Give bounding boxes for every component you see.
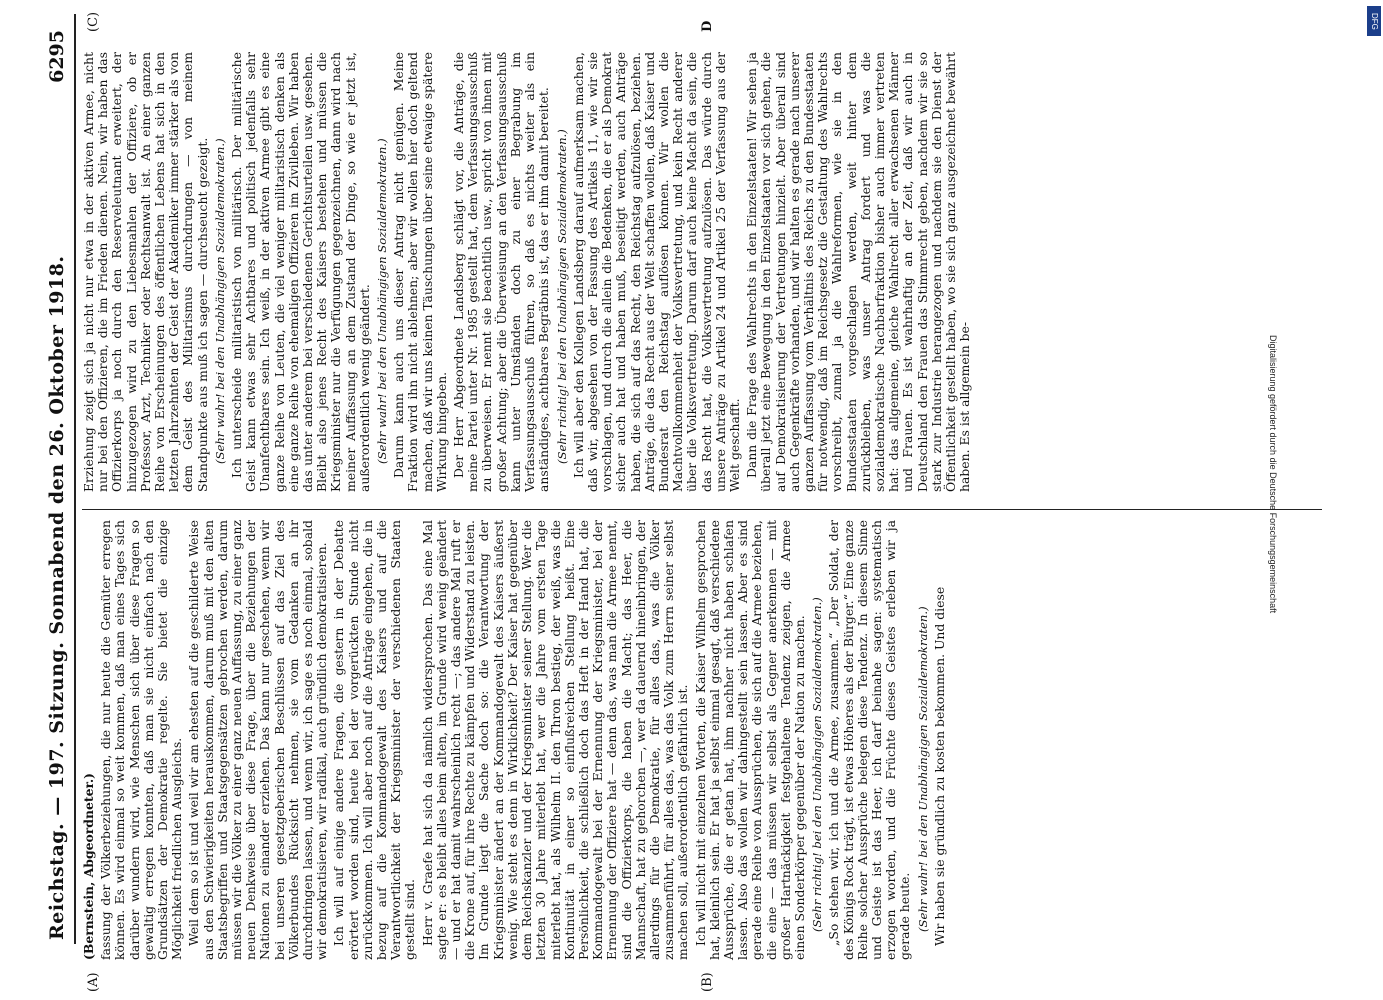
paragraph: Weil dem so ist und weil wir am ehesten auf die geschilderte Weise aus den Schwierigkeiten herauskommen, darum muß mit den alten Staatsbegriffen und Staatsgegensätzen gebrochen werden, darum müssen wir die Völker zu einer ganz neuen Auffassung, zu einer ganz neuen Denkweise über diese Frage, über die Beziehungen der Nationen zu einander erziehen. Das kann nur geschehen, wenn wir bei unseren gesetzgeberischen Beschlüssen auf das Ziel des Völkerbundes Rücksicht nehmen, sie vom Gedanken an ihr durchdringen lassen, und wenn wir, ich sage es noch einmal, sobald wir demokratisieren, wir radikal, auch gründlich demokratisieren. [186, 520, 330, 960]
paragraph: Darum kann auch uns dieser Antrag nicht genügen. Meine Fraktion wird ihn nicht ablehnen; aber wir wollen hier doch geltend machen, daß wir uns keinen Täuschungen über seine etwaige spätere Wirkung hingeben. [391, 52, 449, 492]
interjection: (Sehr wahr! bei den Unabhängigen Sozialdemokraten.) [375, 138, 390, 464]
rotated-page [40, 0, 1340, 1000]
paragraph: Ich will nicht mit einzelnen Worten, die Kaiser Wilhelm gesprochen hat, kleinlich sein. Er hat ja selbst einmal gesagt, daß verschiedene Aussprüche, die er getan hat, ihm nachher nicht haben schlafen lassen. Also das wollen wir dahingestellt sein lassen. Aber es sind gerade eine Reihe von Aussprüchen, die sich auf die Armee beziehen, die eine — das müssen wir selbst als Gegner anerkennen — mit großer Hartnäckigkeit festgehaltene Tendenz zeigen, die Armee einen Sonderkörper gegenüber der Nation zu machen. [692, 520, 807, 960]
digitization-credit: Digitalisierung gefördert durch die Deutsche Forschungsgemeinschaft [1268, 335, 1278, 614]
column-right [82, 52, 975, 492]
paragraph: fassung der Völkerbeziehungen, die nur heute die Gemüter erregen können. Es wird einmal so weit kommen, daß man eines Tages sich darüber wundern wird, wie Menschen sich über diese Fragen so gewaltig erregen konnten, daß man sie nicht einfach nach den Grundsätzen der Demokratie regelte. Sie bietet die einzige Möglichkeit friedlichen Ausgleichs. [98, 520, 185, 960]
margin-mark-b: (B) [700, 972, 715, 992]
paragraph: Wir haben sie gründlich zu kosten bekommen. Und diese [931, 586, 947, 946]
paragraph: Erziehung zeigt sich ja nicht nur etwa in der aktiven Armee, nicht nur bei den Offizieren, die im Frieden dienen. Nein, wir haben das Offizierkorps ja noch durch den Reserveleutnant erweitert, der hinzugezogen wird zu den Liebesmahlen der Offiziere, ob er Professor, Arzt, Techniker oder Rechtsanwalt ist. An einer ganzen Reihe von Erscheinungen des öffentlichen Lebens hat sich in den letzten Jahrzehnten der Geist der Akademiker immer stärker als von dem Geist des Militarismus durchdrungen — von meinem Standpunkte aus muß ich sagen — durchseucht gezeigt. [81, 52, 210, 492]
interjection: (Sehr wahr! bei den Unabhängigen Sozialdemokraten.) [915, 606, 930, 932]
running-header [46, 0, 72, 1000]
header-title: Reichstag. — 197. Sitzung. Sonnabend den 26. Oktober 1918. [46, 255, 68, 940]
header-rule [74, 14, 76, 944]
margin-mark-c: (C) [86, 11, 101, 32]
paragraph: Dann die Frage des Wahlrechts in den Einzelstaaten! Wir sehen ja überall jetzt eine Bewegung in den Einzelstaaten vor sich gehen, die auf Demokratisierung der Vertretungen hinzielt. Aber überall sind auch Gegenkräfte vorhanden, und wir halten es gerade nach unserer ganzen Auffassung vom Verhältnis des Reichs zu den Bundesstaaten für notwendig, daß im Reichsgesetz die Gestaltung des Wahlrechts vorschreibt, zumal ja die Wahlreformen, wie sie in den Bundesstaaten vorgeschlagen werden, weit hinter dem zurückbleiben, was unser Antrag fordert und was die sozialdemokratische Nachbarfraktion bisher auch immer vertreten hat: das allgemeine, gleiche Wahlrecht aller erwachsenen Männer und Frauen. Es ist wahrhaftig an der Zeit, daß wir auch in Deutschland den Frauen das Stimmrecht geben, nachdem wir sie so stark zur Industrie herangezogen und nachdem sie den Dienst der Öffentlichkeit gestellt haben, wo sie sich ganz ausgezeichnet bewährt haben. Es ist allgemein be- [744, 52, 973, 492]
page-number: 6295 [46, 30, 68, 83]
speaker-label: (Bernstein, Abgeordneter.) [81, 772, 96, 960]
interjection: (Sehr richtig! bei den Unabhängigen Sozialdemokraten.) [554, 129, 569, 464]
interjection: (Sehr richtig! bei den Unabhängigen Sozialdemokraten.) [810, 597, 825, 932]
column-left [82, 520, 950, 960]
paragraph: Ich unterscheide militaristisch von militärisch. Der militärische Geist kann etwas sehr Achtbares und politisch jedenfalls sehr Unanfechtbares sein. Ich weiß, in der aktiven Armee gibt es eine ganze Reihe von Leuten, die viel weniger militaristisch denken als eine ganze Reihe von ehemaligen Offizieren im Zivilleben. Wir haben das unter anderem bei verschiedenen Gerichtsurteilen usw. gesehen. Bleibt also jenes Recht des Kaisers bestehen und müssen die Kriegsminister nur die Verfügungen gegenzeichnen, dann wird nach meiner Auffassung an dem Zustand der Dinge, so wie er jetzt ist, außerordentlich wenig geändert. [229, 52, 372, 492]
paragraph: Der Herr Abgeordnete Landsberg schlägt vor, die Anträge, die meine Partei unter Nr. 1985 gestellt hat, dem Verfassungsausschuß zu überweisen. Er nennt sie beachtlich usw., spricht von ihnen mit großer Achtung; aber die Überweisung an den Verfassungsausschuß kann unter Umständen doch zu einer Begrabung im Verfassungsausschuß führen, so daß es nichts weiter als ein anständiges, achtbares Begräbnis ist, das er ihm damit bereitet. [451, 52, 552, 492]
paragraph: Herr v. Graefe hat sich da nämlich widersprochen. Das eine Mal sagte er: es bleibt alles beim alten, im Grunde wird wenig geändert — und er hat damit wahrscheinlich recht —; das andere Mal ruft er die Krone auf, für ihre Rechte zu kämpfen und Widerstand zu leisten. Im Grunde liegt die Sache doch so: die Verantwortung der Kriegsminister ändert an der Kommandogewalt des Kaisers äußerst wenig. Wie steht es denn in Wirklichkeit? Der Kaiser hat gegenüber dem Reichskanzler und der Kriegsminister seiner Stellung. Wer die letzten 30 Jahre miterlebt hat, wer die Jahre vom ersten Tage miterlebt hat, als Wilhelm II. den Thron bestieg, der weiß, was die Kontinuität in einer so einflußreichen Stellung heißt. Eine Persönlichkeit, die schließlich doch das Heft in der Hand hat, die Kommandogewalt bei der Ernennung der Kriegsminister, bei der Ernennung der Offiziere hat — denn das, was man die Armee nennt, sind die Offizierkorps, die haben die Macht; das Heer, die Mannschaft, hat zu gehorchen —, wer da dauernd hineinbringen, der allerdings für die Demokratie, für alles das, was die Völker zusammenführt, für alles das, was das Volk zum Herrn seiner selbst machen soll, außerordentlich gefährlich ist. [419, 520, 691, 960]
interjection: (Sehr wahr! bei den Unabhängigen Sozialdemokraten.) [212, 138, 227, 464]
dfg-logo: DFG [1367, 6, 1381, 36]
paragraph: Ich will aber den Kollegen Landsberg darauf aufmerksam machen, daß wir, abgesehen von der Fassung des Artikels 11, wie wir sie vorschlagen, und durch die allein die Bedenken, die er als Demokrat sicher auch hat und haben muß, beseitigt werden, auch Anträge haben, die sich auf das Recht, den Reichstag aufzulösen, beziehen. Anträge, die das Recht aus der Welt schaffen wollen, daß Kaiser und Bundesrat den Reichstag auflösen können. Wir wollen die Machtvollkommenheit der Volksvertretung, und kein Recht anderer über die Volksvertretung. Darum darf auch keine Macht da sein, die das Recht hat, die Volksvertretung aufzulösen. Das würde durch unsere Anträge zu Artikel 24 und Artikel 25 der Verfassung aus der Welt geschafft. [570, 52, 742, 492]
margin-mark-d: D [700, 20, 715, 32]
column-divider [82, 509, 1322, 510]
paragraph: Ich will auf einige andere Fragen, die gestern in der Debatte erörtert worden sind, heute bei der vorgerückten Stunde nicht zurückkommen. Ich will aber noch auf die Anträge eingehen, die in bezug auf die Kommandogewalt des Kaisers und auf die Verantwortlichkeit der Kriegsminister der verschiedenen Staaten gestellt sind. [331, 520, 418, 960]
paragraph: „So stehen wir, ich und die Armee, zusammen.“ „Der Soldat, der des Königs Rock trägt, ist etwas Höheres als der Bürger.“ Eine ganze Reihe solcher Aussprüche belegen diese Tendenz. In diesem Sinne und Geiste ist das Heer, ich darf beinahe sagen: systematisch erzogen worden, und die Früchte dieses Geistes erleben wir ja gerade heute. [826, 520, 913, 960]
margin-mark-a: (A) [86, 972, 101, 992]
